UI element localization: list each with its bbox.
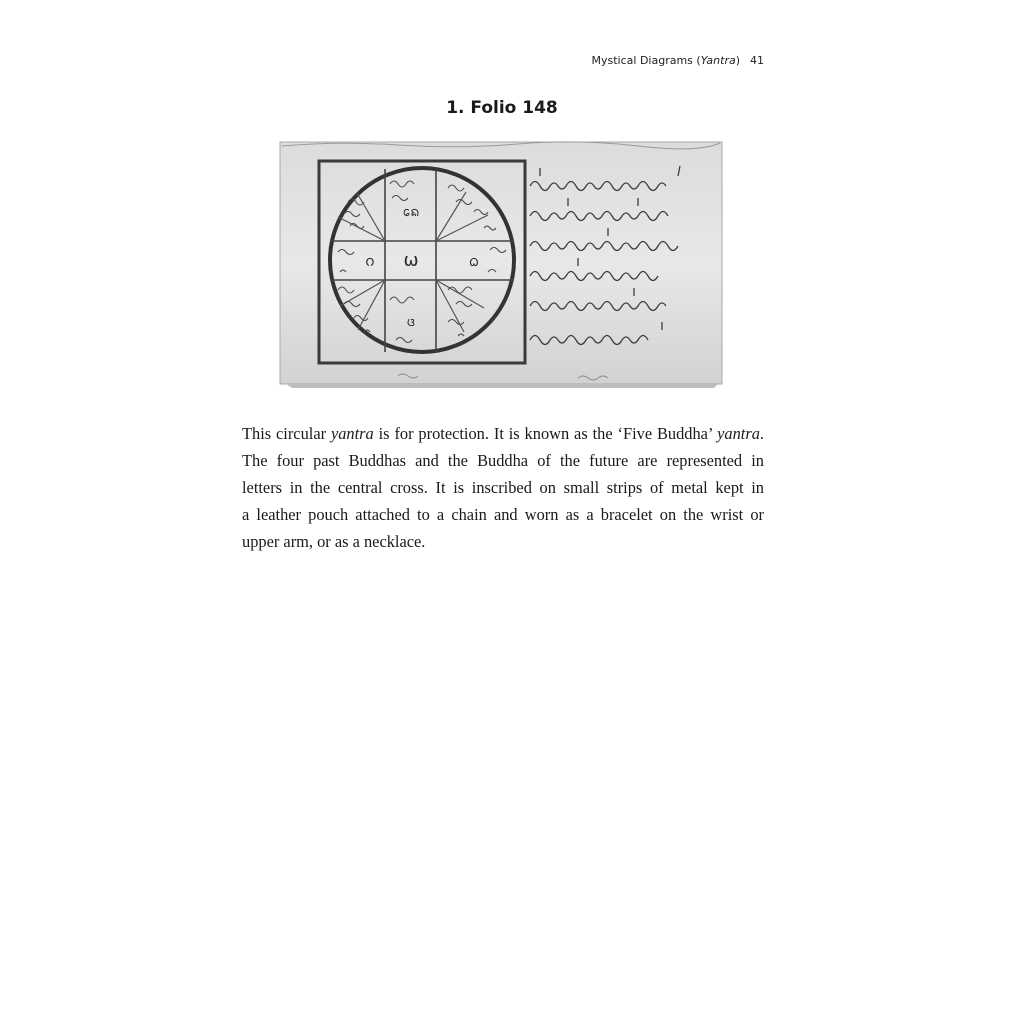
caption-line-5: upper arm, or as a necklace.	[242, 532, 426, 551]
manuscript-leaf	[280, 142, 722, 384]
right-glyph: ᨵ	[468, 252, 480, 270]
caption-line-3: letters in the central cross. It is inscribed on small strips of metal kept in	[242, 478, 764, 497]
caption-text: This circular	[242, 424, 331, 443]
caption-text: .	[759, 424, 764, 443]
caption-line-1	[242, 420, 764, 447]
running-head-title-italic: Yantra	[700, 54, 736, 67]
page-number: 41	[750, 54, 764, 67]
bottom-glyph: ᨴ	[406, 315, 416, 330]
caption-italic-term: yantra	[330, 424, 374, 443]
caption-line-2: The four past Buddhas and the Buddha of the future are represented in	[242, 451, 764, 470]
manuscript-photo	[278, 140, 724, 390]
running-head-title-start: Mystical Diagrams (	[591, 54, 701, 67]
center-glyph: ω	[403, 250, 419, 271]
running-head-title-end: )	[735, 54, 740, 67]
folio-title: 1. Folio 148	[446, 98, 558, 118]
caption-text: is for protection. It is known as the ‘Five Buddha’	[373, 424, 718, 443]
caption-paragraph	[242, 420, 764, 555]
caption-line-4: a leather pouch attached to a chain and worn as a bracelet on the wrist or	[242, 505, 764, 524]
caption-italic-term: yantra	[717, 424, 760, 443]
top-glyph: ᨦᩮ	[402, 205, 420, 220]
left-glyph: ᨣ	[365, 252, 375, 270]
running-head	[592, 54, 765, 67]
